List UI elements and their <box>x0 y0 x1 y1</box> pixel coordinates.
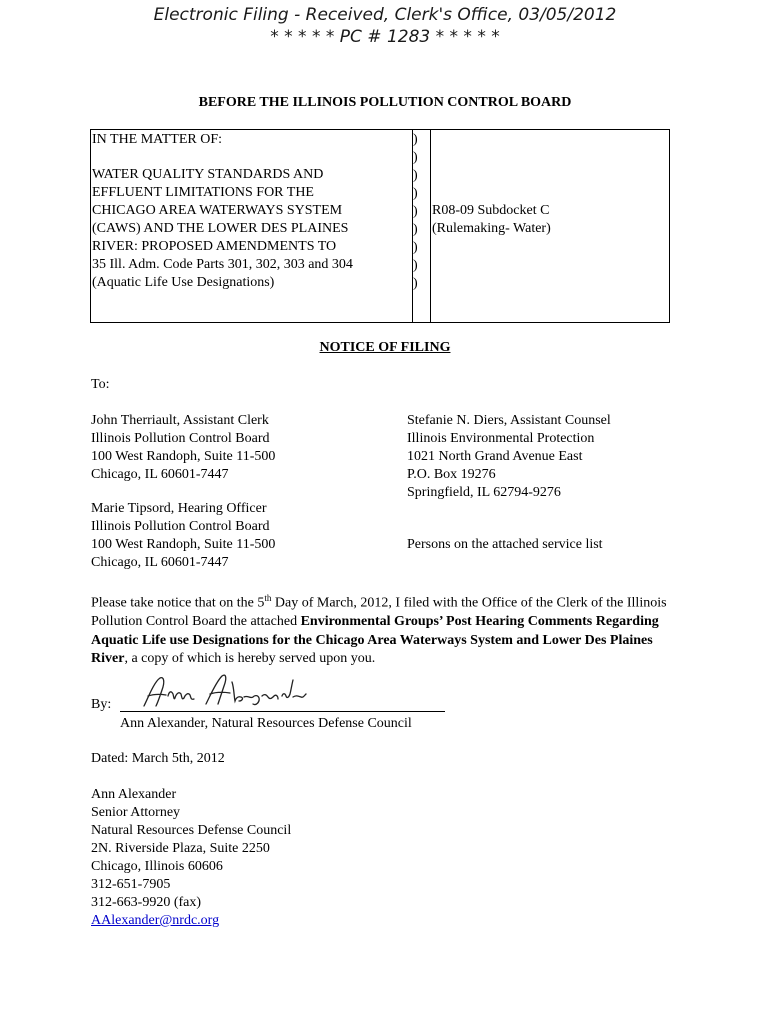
docket-number: R08-09 Subdocket C <box>432 203 550 218</box>
paren-column <box>413 131 418 293</box>
paren: ) <box>413 240 418 255</box>
recipient-line: Marie Tipsord, Hearing Officer <box>91 501 267 516</box>
paren: ) <box>413 222 418 237</box>
matter-line: (Aquatic Life Use Designations) <box>92 275 275 290</box>
notice-text-part-3: , a copy of which is hereby served upon you. <box>124 651 376 667</box>
handwritten-signature <box>138 668 308 712</box>
recipient-therriault <box>91 412 275 484</box>
docket-type: (Rulemaking- Water) <box>432 221 551 236</box>
filed-document-title: Environmental Groups’ Post Hearing Comments Regarding Aquatic Life use Designations for the Chicago Area Waterways System and Lower Des Plaines River <box>91 614 659 667</box>
notice-text-part-1: Please take notice that on the 5 <box>91 595 265 611</box>
dated-line: Dated: March 5th, 2012 <box>91 751 225 766</box>
contact-block <box>91 786 291 930</box>
matter-line: CHICAGO AREA WATERWAYS SYSTEM <box>92 203 343 218</box>
recipient-line: 1021 North Grand Avenue East <box>407 449 583 464</box>
notice-paragraph <box>91 589 691 669</box>
matter-line: (CAWS) AND THE LOWER DES PLAINES <box>92 221 349 236</box>
contact-line: 312-651-7905 <box>91 877 171 892</box>
recipient-line: Illinois Pollution Control Board <box>91 431 270 446</box>
recipient-line: John Therriault, Assistant Clerk <box>91 413 269 428</box>
contact-line: Natural Resources Defense Council <box>91 823 292 838</box>
signer-name: Ann Alexander, Natural Resources Defense Council <box>120 716 412 731</box>
email-link[interactable]: AAlexander@nrdc.org <box>91 913 220 928</box>
recipient-line: Chicago, IL 60601-7447 <box>91 555 229 570</box>
contact-line: Ann Alexander <box>91 787 177 802</box>
in-the-matter-label: IN THE MATTER OF: <box>92 132 223 147</box>
service-list-note: Persons on the attached service list <box>407 537 603 552</box>
matter-line: RIVER: PROPOSED AMENDMENTS TO <box>92 239 337 254</box>
recipient-line: 100 West Randoph, Suite 11-500 <box>91 537 276 552</box>
recipient-line: Chicago, IL 60601-7447 <box>91 467 229 482</box>
paren: ) <box>413 258 418 273</box>
recipient-line: 100 West Randoph, Suite 11-500 <box>91 449 276 464</box>
paren: ) <box>413 168 418 183</box>
recipient-line: P.O. Box 19276 <box>407 467 496 482</box>
ordinal-suffix: th <box>264 593 272 603</box>
matter-description <box>92 166 353 292</box>
paren: ) <box>413 150 418 165</box>
recipient-line: Springfield, IL 62794-9276 <box>407 485 561 500</box>
paren: ) <box>413 276 418 291</box>
caption-divider-right <box>430 130 431 322</box>
board-heading: BEFORE THE ILLINOIS POLLUTION CONTROL BOARD <box>198 95 572 110</box>
recipient-line: Illinois Pollution Control Board <box>91 519 270 534</box>
notice-title: NOTICE OF FILING <box>319 340 451 355</box>
paren: ) <box>413 132 418 147</box>
recipient-line: Stefanie N. Diers, Assistant Counsel <box>407 413 611 428</box>
contact-line: 2N. Riverside Plaza, Suite 2250 <box>91 841 270 856</box>
filing-stamp-line-1: Electronic Filing - Received, Clerk's Office, 03/05/2012 <box>153 5 617 25</box>
recipient-tipsord <box>91 500 275 572</box>
by-label: By: <box>91 697 112 712</box>
matter-line: 35 Ill. Adm. Code Parts 301, 302, 303 and 304 <box>92 257 353 272</box>
to-label: To: <box>91 377 110 392</box>
matter-line: EFFLUENT LIMITATIONS FOR THE <box>92 185 314 200</box>
notice-text-part-2: Day of March, 2012, I filed with the Office of the Clerk of the Illinois Pollution Control Board the attached <box>91 595 667 630</box>
filing-stamp-line-2: * * * * * PC # 1283 * * * * * <box>270 27 500 47</box>
matter-line: WATER QUALITY STANDARDS AND <box>92 167 324 182</box>
contact-line: 312-663-9920 (fax) <box>91 895 202 910</box>
recipient-line: Illinois Environmental Protection <box>407 431 595 446</box>
paren: ) <box>413 204 418 219</box>
contact-line: Senior Attorney <box>91 805 181 820</box>
recipient-diers <box>407 412 611 502</box>
paren: ) <box>413 186 418 201</box>
signature-line <box>120 711 445 712</box>
contact-line: Chicago, Illinois 60606 <box>91 859 223 874</box>
